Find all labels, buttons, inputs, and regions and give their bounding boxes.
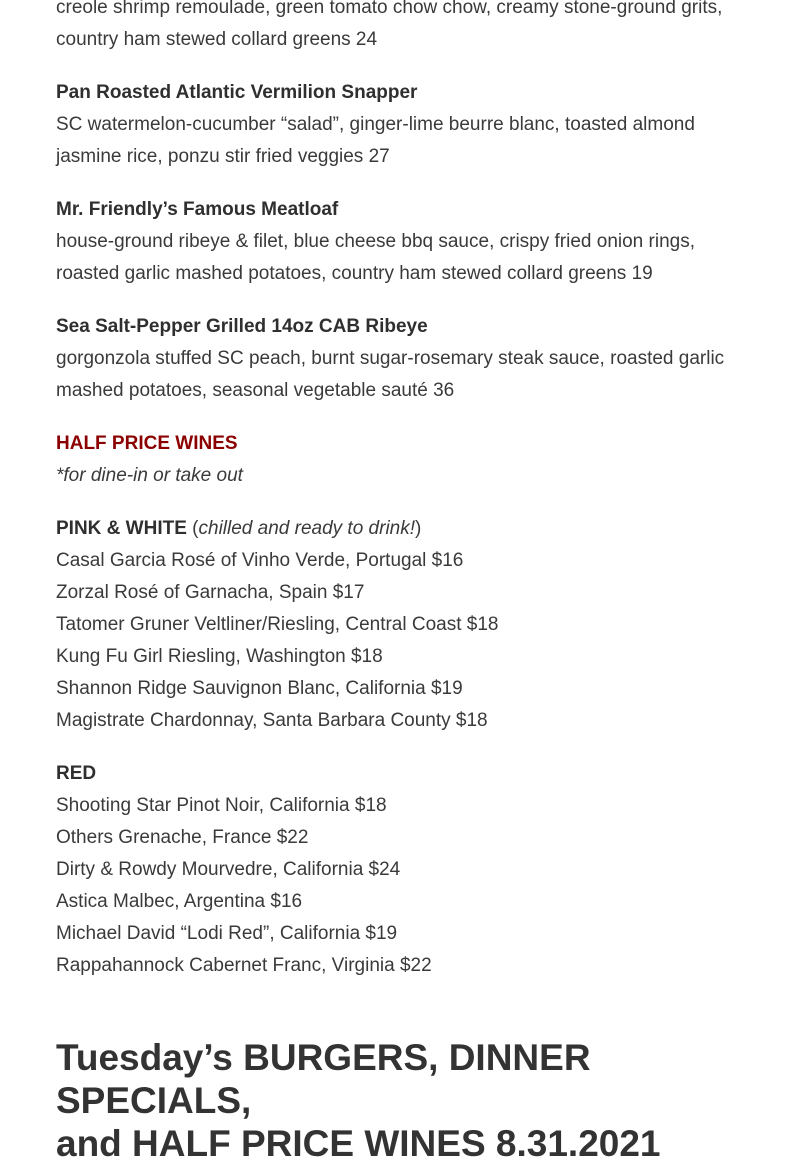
- next-post-title-line: Tuesday’s BURGERS, DINNER SPECIALS,: [56, 1037, 591, 1121]
- wine-group-red: [56, 758, 746, 982]
- dish-description-line: mashed potatoes, seasonal vegetable sauté 36: [56, 380, 455, 401]
- dish-ribeye: [56, 311, 746, 407]
- wine-group-title: RED: [56, 763, 97, 784]
- wine-item: Magistrate Chardonnay, Santa Barbara County $18: [56, 710, 488, 731]
- dish-name: Sea Salt-Pepper Grilled 14oz CAB Ribeye: [56, 316, 428, 337]
- menu-content: [56, 0, 746, 1003]
- wine-group-title: PINK & WHITE: [56, 518, 187, 539]
- wine-item: Zorzal Rosé of Garnacha, Spain $17: [56, 582, 365, 603]
- dish-description-line: roasted garlic mashed potatoes, country ham stewed collard greens 19: [56, 263, 653, 284]
- dish-top: [56, 0, 746, 56]
- wine-item: Rappahannock Cabernet Franc, Virginia $22: [56, 955, 432, 976]
- wines-section-title: HALF PRICE WINES: [56, 433, 238, 454]
- dish-name: Mr. Friendly’s Famous Meatloaf: [56, 199, 339, 220]
- paren-close: ): [415, 518, 422, 539]
- wine-group-heading: [56, 513, 746, 545]
- wine-item: Casal Garcia Rosé of Vinho Verde, Portugal $16: [56, 550, 464, 571]
- dish-description-line: country ham stewed collard greens 24: [56, 29, 378, 50]
- dish-meatloaf: [56, 194, 746, 290]
- dish-description-line: creole shrimp remoulade, green tomato chow chow, creamy stone-ground grits,: [56, 0, 723, 18]
- dish-snapper: [56, 77, 746, 173]
- wine-group-aside: chilled and ready to drink!: [198, 518, 416, 539]
- wine-item: Dirty & Rowdy Mourvedre, California $24: [56, 859, 401, 880]
- wines-note: *for dine-in or take out: [56, 465, 243, 486]
- wine-item: Michael David “Lodi Red”, California $19: [56, 923, 398, 944]
- wine-item: Kung Fu Girl Riesling, Washington $18: [56, 646, 383, 667]
- wine-item: Shooting Star Pinot Noir, California $18: [56, 795, 387, 816]
- dish-description-line: jasmine rice, ponzu stir fried veggies 27: [56, 146, 390, 167]
- wines-header: [56, 428, 746, 492]
- wine-group-pink-white: [56, 513, 746, 737]
- wine-item: Tatomer Gruner Veltliner/Riesling, Central Coast $18: [56, 614, 499, 635]
- wine-item: Others Grenache, France $22: [56, 827, 309, 848]
- paren-open: (: [186, 518, 199, 539]
- dish-description-line: gorgonzola stuffed SC peach, burnt sugar-rosemary steak sauce, roasted garlic: [56, 348, 725, 369]
- dish-description-line: house-ground ribeye & filet, blue cheese bbq sauce, crispy fried onion rings,: [56, 231, 695, 252]
- next-post-title-line: and HALF PRICE WINES 8.31.2021: [56, 1123, 661, 1164]
- wine-item: Shannon Ridge Sauvignon Blanc, California $19: [56, 678, 463, 699]
- wine-item: Astica Malbec, Argentina $16: [56, 891, 303, 912]
- dish-description-line: SC watermelon-cucumber “salad”, ginger-lime beurre blanc, toasted almond: [56, 114, 695, 135]
- dish-name: Pan Roasted Atlantic Vermilion Snapper: [56, 82, 418, 103]
